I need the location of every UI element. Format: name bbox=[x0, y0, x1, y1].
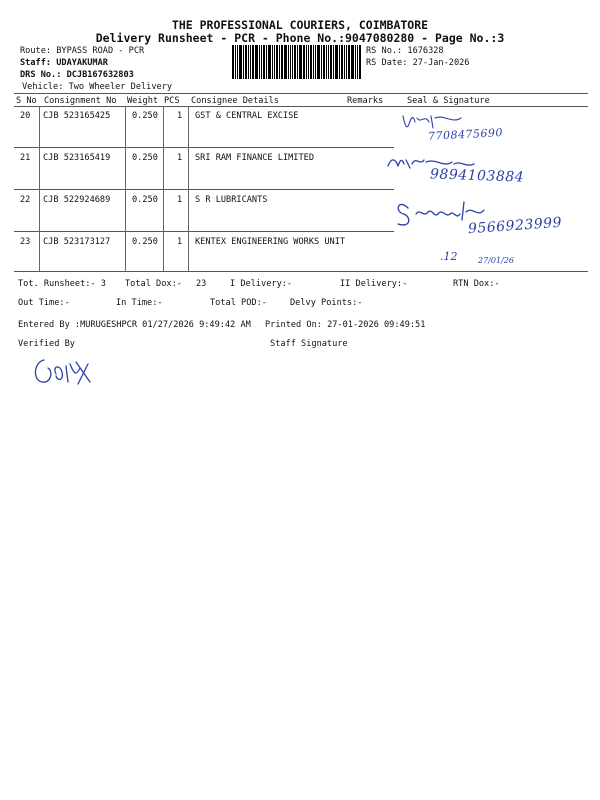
barcode-bar bbox=[248, 45, 249, 79]
header-bottom-rule bbox=[14, 106, 588, 107]
row-consignment: CJB 523165419 bbox=[43, 153, 111, 163]
barcode-bar bbox=[237, 45, 238, 79]
barcode-bar bbox=[326, 45, 327, 79]
barcode-bar bbox=[328, 45, 329, 79]
barcode-bar bbox=[288, 45, 289, 79]
total-runsheet: Tot. Runsheet:- 3 bbox=[18, 279, 106, 289]
barcode-bar bbox=[276, 45, 278, 79]
barcode-bar bbox=[321, 45, 322, 79]
barcode-bar bbox=[303, 45, 305, 79]
barcode-bar bbox=[346, 45, 347, 79]
total-dox-label: Total Dox:- bbox=[125, 279, 182, 289]
barcode-bar bbox=[279, 45, 280, 79]
barcode-bar bbox=[239, 45, 242, 79]
row-weight: 0.250 bbox=[132, 195, 158, 205]
col-seal: Seal & Signature bbox=[407, 96, 490, 106]
col-divider bbox=[188, 106, 189, 271]
barcode-bar bbox=[317, 45, 320, 79]
barcode-bar bbox=[294, 45, 296, 79]
barcode-bar bbox=[313, 45, 314, 79]
entered-by: Entered By :MURUGESHPCR 01/27/2026 9:49:42 AM bbox=[18, 320, 251, 330]
total-pod-label: Total POD:- bbox=[210, 298, 267, 308]
barcode-bar bbox=[263, 45, 265, 79]
verified-by-label: Verified By bbox=[18, 339, 75, 349]
barcode-bar bbox=[344, 45, 345, 79]
row-consignee: SRI RAM FINANCE LIMITED bbox=[195, 153, 314, 163]
out-time-label: Out Time:- bbox=[18, 298, 70, 308]
vehicle-label: Vehicle: Two Wheeler Delivery bbox=[22, 82, 173, 92]
row-pcs: 1 bbox=[177, 195, 183, 205]
handwritten-date-row4: 27/01/26 bbox=[478, 256, 514, 265]
row-pcs: 1 bbox=[177, 153, 183, 163]
drs-number: DRS No.: DCJB167632803 bbox=[20, 70, 134, 80]
row-consignment: CJB 522924689 bbox=[43, 195, 111, 205]
col-divider bbox=[163, 106, 164, 271]
barcode-bar bbox=[359, 45, 361, 79]
barcode-bar bbox=[281, 45, 283, 79]
col-divider bbox=[39, 106, 40, 271]
table-bottom-rule bbox=[14, 271, 588, 272]
col-pcs: PCS bbox=[164, 96, 180, 106]
row-consignment: CJB 523165425 bbox=[43, 111, 111, 121]
barcode bbox=[232, 45, 362, 79]
barcode-bar bbox=[351, 45, 354, 79]
row-pcs: 1 bbox=[177, 237, 183, 247]
rtn-dox-label: RTN Dox:- bbox=[453, 279, 500, 289]
row-consignee: S R LUBRICANTS bbox=[195, 195, 268, 205]
barcode-bar bbox=[266, 45, 267, 79]
total-dox-value: 23 bbox=[196, 279, 207, 289]
handwritten-phone-row1: 7708475690 bbox=[427, 126, 504, 143]
handwritten-phone-row2: 9894103884 bbox=[429, 166, 525, 186]
barcode-bar bbox=[268, 45, 271, 79]
barcode-bar bbox=[333, 45, 334, 79]
barcode-bar bbox=[272, 45, 273, 79]
barcode-bar bbox=[255, 45, 258, 79]
staff-label: Staff: UDAYAKUMAR bbox=[20, 58, 108, 68]
barcode-bar bbox=[252, 45, 254, 79]
rs-date: RS Date: 27-Jan-2026 bbox=[366, 58, 470, 68]
barcode-bar bbox=[243, 45, 244, 79]
barcode-bar bbox=[297, 45, 298, 79]
row-sno: 21 bbox=[20, 153, 31, 163]
barcode-bar bbox=[299, 45, 302, 79]
row-rule bbox=[14, 189, 394, 190]
barcode-bar bbox=[306, 45, 307, 79]
route-label: Route: BYPASS ROAD - PCR bbox=[20, 46, 145, 56]
row-weight: 0.250 bbox=[132, 153, 158, 163]
runsheet-subtitle: Delivery Runsheet - PCR - Phone No.:9047080280 - Page No.:3 bbox=[95, 31, 505, 45]
barcode-bar bbox=[348, 45, 350, 79]
handwritten-note-row4: .12 bbox=[440, 250, 458, 263]
company-title: THE PROFESSIONAL COURIERS, COIMBATORE bbox=[171, 18, 429, 32]
col-consignment: Consignment No bbox=[44, 96, 117, 106]
barcode-bar bbox=[355, 45, 356, 79]
ii-delivery-label: II Delivery:- bbox=[340, 279, 408, 289]
barcode-bar bbox=[330, 45, 332, 79]
barcode-bar bbox=[335, 45, 338, 79]
row-rule bbox=[14, 231, 394, 232]
verified-signature bbox=[30, 352, 100, 392]
row-consignee: GST & CENTRAL EXCISE bbox=[195, 111, 299, 121]
row-sno: 23 bbox=[20, 237, 31, 247]
barcode-bar bbox=[261, 45, 262, 79]
in-time-label: In Time:- bbox=[116, 298, 163, 308]
barcode-bar bbox=[284, 45, 287, 79]
barcode-bar bbox=[245, 45, 247, 79]
barcode-bar bbox=[292, 45, 293, 79]
rs-number: RS No.: 1676328 bbox=[366, 46, 444, 56]
delvy-points-label: Delvy Points:- bbox=[290, 298, 363, 308]
col-remarks: Remarks bbox=[347, 96, 384, 106]
row-consignment: CJB 523173127 bbox=[43, 237, 111, 247]
col-consignee: Consignee Details bbox=[191, 96, 279, 106]
staff-signature-label: Staff Signature bbox=[270, 339, 348, 349]
barcode-bar bbox=[290, 45, 291, 79]
barcode-bar bbox=[308, 45, 309, 79]
row-rule bbox=[14, 147, 394, 148]
barcode-bar bbox=[310, 45, 312, 79]
barcode-bar bbox=[339, 45, 340, 79]
barcode-bar bbox=[250, 45, 251, 79]
barcode-bar bbox=[235, 45, 236, 79]
barcode-bar bbox=[341, 45, 343, 79]
row-sno: 22 bbox=[20, 195, 31, 205]
barcode-bar bbox=[232, 45, 234, 79]
i-delivery-label: I Delivery:- bbox=[230, 279, 293, 289]
handwritten-phone-row3: 9566923999 bbox=[467, 214, 563, 238]
barcode-bar bbox=[259, 45, 260, 79]
row-pcs: 1 bbox=[177, 111, 183, 121]
col-weight: Weight bbox=[127, 96, 159, 106]
row-consignee: KENTEX ENGINEERING WORKS UNIT bbox=[195, 237, 346, 247]
header-top-rule bbox=[14, 93, 588, 94]
row-weight: 0.250 bbox=[132, 237, 158, 247]
row-sno: 20 bbox=[20, 111, 31, 121]
printed-on: Printed On: 27-01-2026 09:49:51 bbox=[265, 320, 426, 330]
row-weight: 0.250 bbox=[132, 111, 158, 121]
barcode-bar bbox=[315, 45, 316, 79]
barcode-bar bbox=[274, 45, 275, 79]
barcode-bar bbox=[323, 45, 325, 79]
col-sno: S No bbox=[16, 96, 37, 106]
col-divider bbox=[125, 106, 126, 271]
barcode-bar bbox=[357, 45, 358, 79]
